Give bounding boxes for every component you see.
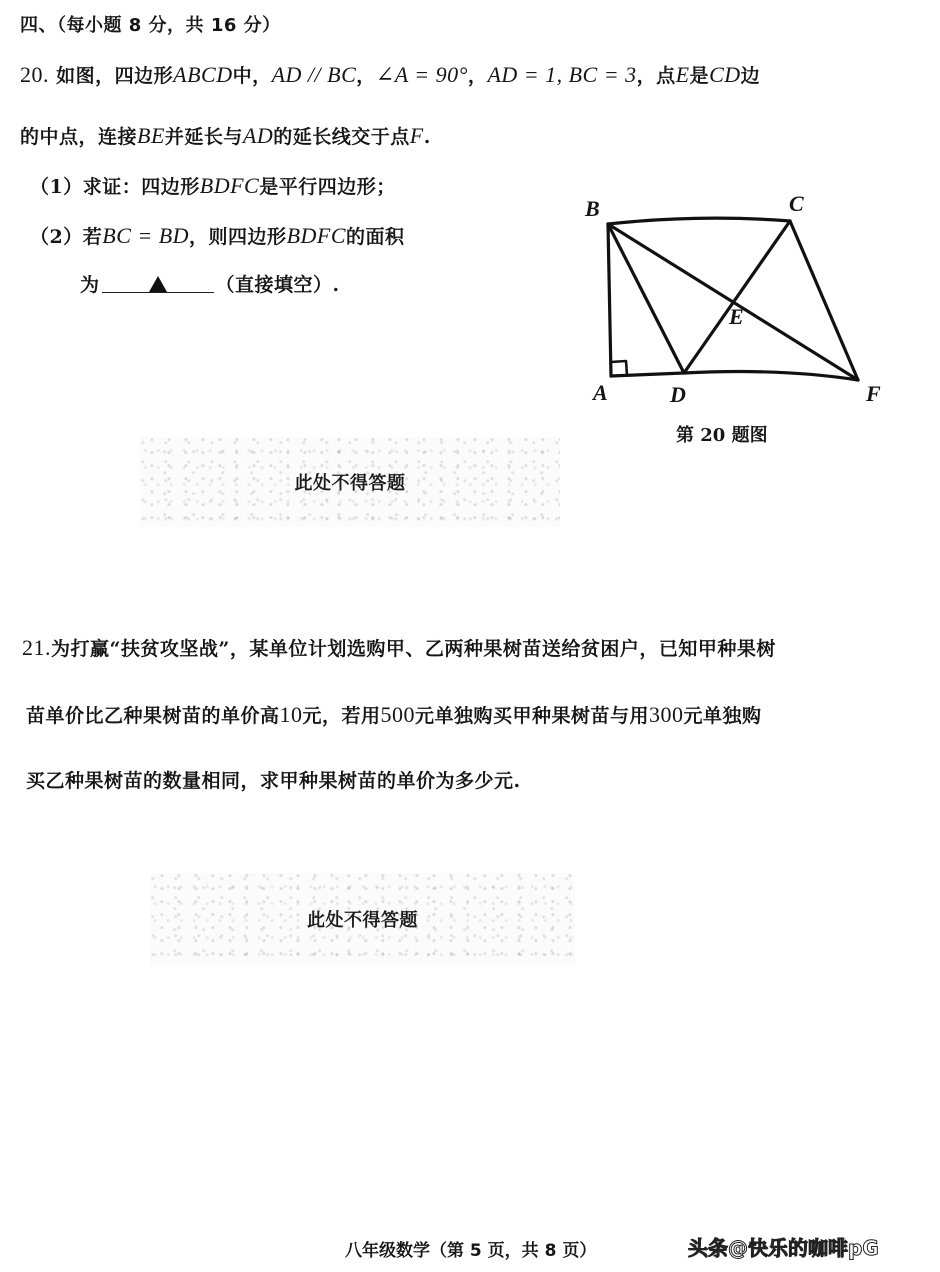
- page-footer: 八年级数学（第 5 页，共 8 页）: [345, 1241, 597, 1261]
- no-answer-label: 此处不得答题: [307, 910, 418, 931]
- q20-figure: [580, 185, 900, 450]
- q20-text: 是: [689, 65, 710, 87]
- q21-text: 元单独购买甲种果树苗与用: [415, 705, 650, 727]
- q21-text: 为打赢“扶贫攻坚战”，某单位计划选购甲、乙两种果树苗送给贫困户，已知甲种果树: [51, 638, 776, 660]
- label-a: A: [593, 380, 608, 405]
- section-heading: 四、（每小题 8 分，共 16 分）: [20, 15, 281, 36]
- q20-text: 边: [740, 65, 761, 87]
- q20-text: .: [423, 126, 431, 148]
- q21-number: 21.: [22, 635, 51, 660]
- q20-part-2: [30, 224, 405, 249]
- q20-part-1: [30, 174, 396, 199]
- q21-line-2: [26, 703, 762, 728]
- math-ad: AD: [242, 123, 274, 148]
- q20-text: 并延长与: [164, 126, 243, 148]
- right-angle-marker: [611, 361, 627, 375]
- q20-text: 的中点，连接: [20, 126, 138, 148]
- math-lengths: AD = 1, BC = 3: [487, 62, 637, 87]
- q21-text: 元，若用: [302, 705, 381, 727]
- answer-blank[interactable]: [102, 274, 214, 293]
- math-e: E: [675, 62, 690, 87]
- q21-text: 苗单价比乙种果树苗的单价高: [26, 705, 280, 727]
- q20-number: 20.: [20, 62, 49, 87]
- math-cd: CD: [709, 62, 741, 87]
- q20-text: ，: [467, 65, 488, 87]
- q20-line-2: [20, 124, 431, 149]
- q20-line-1: [20, 63, 760, 88]
- part-label: （1）: [30, 176, 83, 198]
- watermark: 头条@快乐的咖啡pG: [688, 1236, 879, 1260]
- segment-ab: [608, 224, 611, 376]
- q20-text: ，: [356, 65, 376, 87]
- q20-text: 中，: [232, 65, 272, 87]
- part-label: （2）: [30, 226, 83, 248]
- q20-text: 若: [82, 226, 103, 248]
- math-angle: ∠A = 90°: [375, 62, 468, 87]
- math-bdfc: BDFC: [286, 223, 347, 248]
- q21-line-1: [22, 636, 776, 661]
- no-answer-zone: [150, 873, 575, 965]
- q21-text: 元单独购: [683, 705, 762, 727]
- q20-text: 如图，四边形: [56, 65, 174, 87]
- math-f: F: [409, 123, 424, 148]
- q21-value: 300: [649, 702, 684, 727]
- q20-text: 求证：四边形: [82, 176, 200, 198]
- math-abcd: ABCD: [173, 62, 233, 87]
- segment-af: [611, 372, 858, 380]
- q20-part-2-answer: [80, 273, 340, 297]
- no-answer-zone: [140, 437, 560, 527]
- q20-text: 的面积: [346, 226, 405, 248]
- q20-text: ，则四边形: [189, 226, 287, 248]
- triangle-icon: [149, 276, 167, 292]
- math-be: BE: [137, 123, 165, 148]
- label-d: D: [670, 382, 686, 407]
- q21-line-3: [26, 769, 521, 793]
- segment-cf: [790, 221, 858, 380]
- q20-text: 为: [80, 274, 100, 296]
- label-f: F: [866, 381, 881, 406]
- figure-caption: 第 20 题图: [676, 425, 768, 446]
- q21-value: 500: [380, 702, 416, 727]
- q20-text: （直接填空）.: [215, 274, 340, 296]
- label-e: E: [729, 304, 744, 329]
- q20-text: 是平行四边形；: [259, 176, 396, 198]
- label-c: C: [789, 191, 804, 216]
- q21-text: 买乙种果树苗的数量相同，求甲种果树苗的单价为多少元.: [26, 770, 521, 792]
- q20-text: 的延长线交于点: [273, 126, 410, 148]
- segment-bc: [608, 218, 790, 224]
- math-bdfc: BDFC: [199, 173, 260, 198]
- math-parallel: AD // BC: [271, 62, 357, 87]
- segment-cd: [684, 221, 790, 373]
- q20-text: ，点: [636, 65, 676, 87]
- q21-value: 10: [279, 702, 303, 727]
- no-answer-label: 此处不得答题: [294, 473, 406, 494]
- label-b: B: [585, 196, 600, 221]
- math-bc-bd: BC = BD: [102, 223, 190, 248]
